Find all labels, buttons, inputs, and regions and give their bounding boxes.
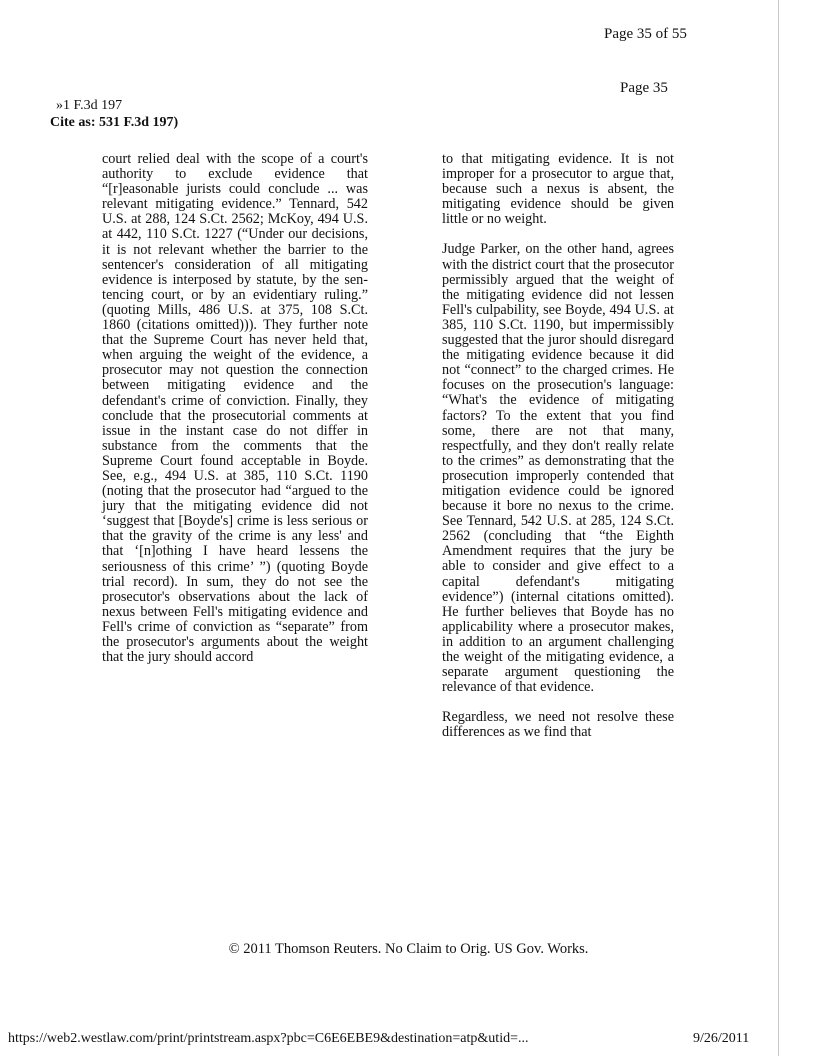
page-of-indicator: Page 35 of 55 bbox=[604, 26, 687, 42]
page-edge-divider bbox=[778, 0, 779, 1056]
right-text-column bbox=[442, 152, 674, 755]
copyright-footer: © 2011 Thomson Reuters. No Claim to Orig. US Gov. Works. bbox=[228, 941, 589, 957]
left-paragraph-1: court relied deal with the scope of a court's authority to exclude evidence that “[r]easonable jurists could conclude ... was relevant mitigating evidence.” Tennard, 542 U.S. at 288, 124 S.Ct. 2562; McKoy, 494 U.S. at 442, 110 S.Ct. 1227 (“Under our decisions, it is not relevant whether the barrier to the sentencer's consideration of all mitigating evidence is interposed by statute, by the sentencing court, or by an evidentiary ruling.” (quoting Mills, 486 U.S. at 375, 108 S.Ct. 1860 (citations omitted))). They further note that the Supreme Court has never held that, when arguing the weight of the evidence, a prosecutor may not question the connection between mitigating evidence and the defendant's crime of conviction. Finally, they conclude that the prosecutorial comments at issue in the instant case do not differ in substance from the comments that the Supreme Court found acceptable in Boyde. See, e.g., 494 U.S. at 385, 110 S.Ct. 1190 (noting that the prosecutor had “argued to the jury that the mitigating evidence did not ‘suggest that [Boyde's] crime is less serious or that the gravity of the crime is any less' and that ‘[n]othing I have heard lessens the seriousness of this crime’ ”) (quoting Boyde trial record). In sum, they do not see the prosecutor's observations about the lack of nexus between Fell's mitigating evidence and Fell's crime of conviction as “separate” from the prosecutor's arguments about the weight that the jury should accord bbox=[102, 151, 368, 666]
right-paragraph-2: Judge Parker, on the other hand, agrees with the district court that the prosecutor permissibly argued that the weight of the mitigating evidence did not lessen Fell's culpability, see Boyde, 494 U.S. at 385, 110 S.Ct. 1190, but impermissibly suggested that the juror should disregard the mitigating evidence because it did not “connect” to the charged crimes. He focuses on the prosecution's language: “What's the evidence of mitigating factors? To the extent that you find some, there are not that many, respectfully, and they don't really relate to the crimes” as demonstrating that the prosecution improperly contended that mitigation evidence could be ignored because it bore no nexus to the crime. See Tennard, 542 U.S. at 285, 124 S.Ct. 2562 (concluding that “the Eighth Amendment requires that the jury be able to consider and give effect to a capital defendant's mitigating evidence”) (internal citations omitted). He further believes that Boyde has no applicability where a prosecutor makes, in addition to an argument challenging the weight of the mitigating evidence, a separate argument questioning the relevance of that evidence. bbox=[442, 241, 674, 696]
citation-cite-as: Cite as: 531 F.3d 197) bbox=[50, 115, 179, 130]
citation-reporter: »1 F.3d 197 bbox=[56, 98, 123, 113]
right-paragraph-3: Regardless, we need not resolve these differences as we find that bbox=[442, 709, 674, 741]
right-paragraph-1: to that mitigating evidence. It is not improper for a prosecutor to argue that, because such a nexus is absent, the mitigating evidence should be given little or no weight. bbox=[442, 151, 674, 228]
left-text-column bbox=[102, 152, 368, 680]
page-number: Page 35 bbox=[620, 80, 668, 96]
print-url: https://web2.westlaw.com/print/printstream.aspx?pbc=C6E6EBE9&destination=atp&utid=... bbox=[8, 1031, 529, 1046]
print-date: 9/26/2011 bbox=[693, 1031, 750, 1046]
